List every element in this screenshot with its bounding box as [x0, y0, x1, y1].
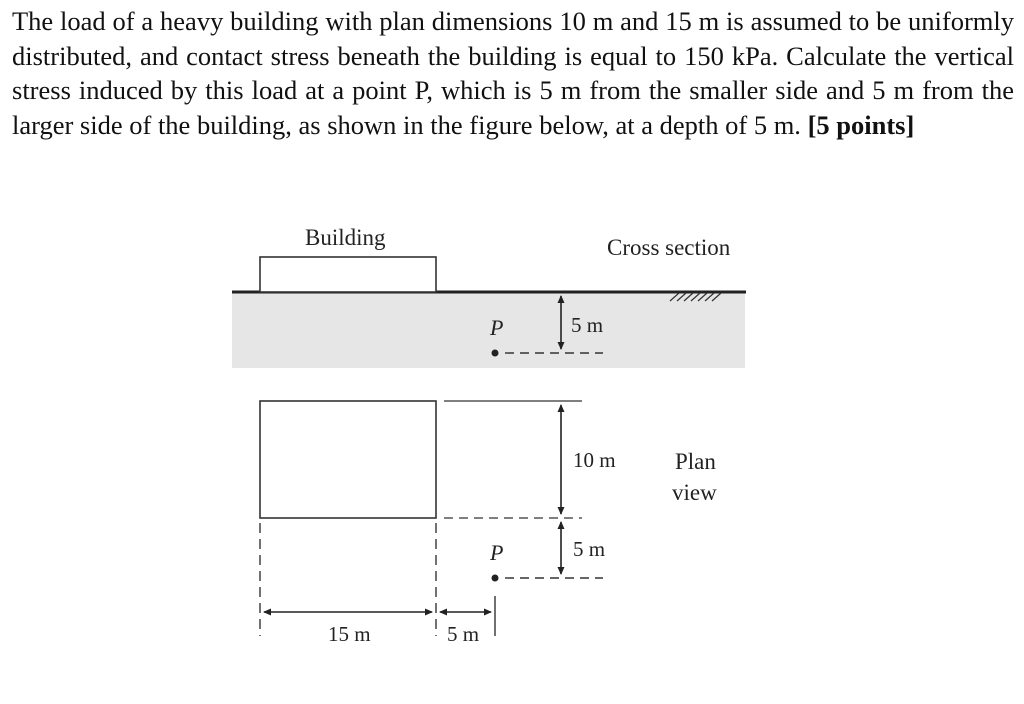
point-p-label-plan: P	[490, 540, 504, 565]
length-label: 15 m	[328, 622, 371, 646]
depth-label: 5 m	[571, 313, 604, 337]
point-p-label-section: P	[490, 315, 504, 340]
building-label: Building	[305, 225, 386, 250]
building-elevation	[260, 257, 436, 292]
problem-text: The load of a heavy building with plan dimensions 10 m and 15 m is assumed to be uniformly distributed, and contact stress beneath the building is equal to 150 kPa. Calculate the vertical stress induced by this load at a point P, which is 5 m from the smaller side and 5 m from the larger side of the building, as shown in the figure below, at a depth of 5 m.	[12, 6, 1014, 140]
offset-y-label: 5 m	[573, 537, 606, 561]
cross-section-label: Cross section	[607, 235, 731, 260]
ground-soil	[232, 292, 745, 368]
plan-view-label-line1: Plan	[675, 449, 716, 474]
point-p-marker-section	[492, 350, 499, 357]
building-plan	[260, 401, 436, 518]
points-label: [5 points]	[807, 109, 915, 140]
offset-x-label: 5 m	[447, 622, 480, 646]
plan-view-label-line2: view	[672, 480, 717, 505]
width-label: 10 m	[573, 448, 616, 472]
point-p-marker-plan	[492, 575, 499, 582]
